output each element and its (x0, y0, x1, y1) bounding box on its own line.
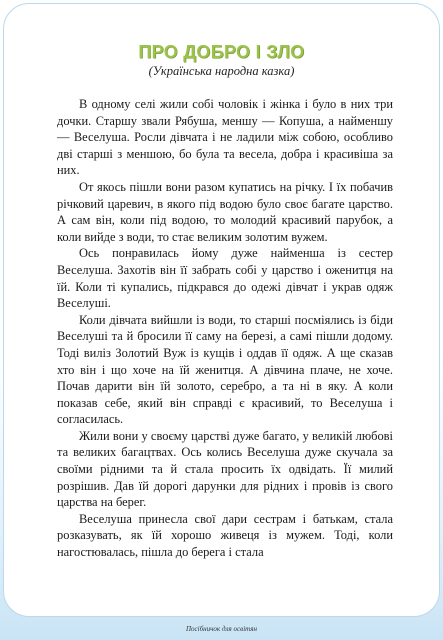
paragraph: Коли дівчата вийшли із води, то старші посміялись із біди Веселуші та й бросили її саму на березі, а самі пішли додому. Тоді виліз Золотий Вуж із кущів і оддав її одяж. А ще сказав хто він і що хоче на їй женитця. А дівчина плаче, не хоче. Почав дарити він їй золото, серебро, а та ні в яку. А коли показав себе, який він справді є красивий, то Веселуша і согласилась. (57, 312, 393, 427)
paragraph: Ось понравилась йому дуже найменша із сестер Веселуша. Захотів він її забрать собі у царство і оженитця на їй. Коли ті купались, підкрався до одежі дівчат і украв одяж Веселуші. (57, 246, 393, 311)
paragraph: От якось пішли вони разом купатись на річку. І їх побачив річковий царевич, в якого під водою було своє багате царство. А сам він, коли під водою, то молодий красивий парубок, а коли вийде з води, то стає великим золотим вужем. (57, 179, 393, 244)
document-card (3, 3, 440, 617)
story-subtitle: (Українська народна казка) (148, 64, 295, 78)
story-title: ПРО ДОБРО І ЗЛО (138, 42, 305, 62)
paragraph: Жили вони у своєму царстві дуже багато, у великій любові та великих багацтвах. Ось колись Веселуша дуже скучала за своїми рідними та й стала просить їх одвідать. Її милий розрішив. Дав їй дорогі дарунки для рідних і провів із свого царства на берег. (57, 428, 393, 510)
footer-caption: Посібничок для освітян (185, 625, 258, 633)
story-text (57, 96, 393, 561)
paragraph: В одному селі жили собі чоловік і жінка і було в них три дочки. Старшу звали Рябуша, меншу — Копуша, а найменшу — Веселуша. Росли дівчата і не ладили між собою, особливо дві старші з меншою, бо була та весела, добра і красивіша за них. (57, 97, 393, 178)
paragraph: Веселуша принесла свої дари сестрам і батькам, стала розказувать, як їй хорошо живеця із мужем. Тоді, коли нагостювалась, пішла до берега і стала (57, 511, 393, 560)
